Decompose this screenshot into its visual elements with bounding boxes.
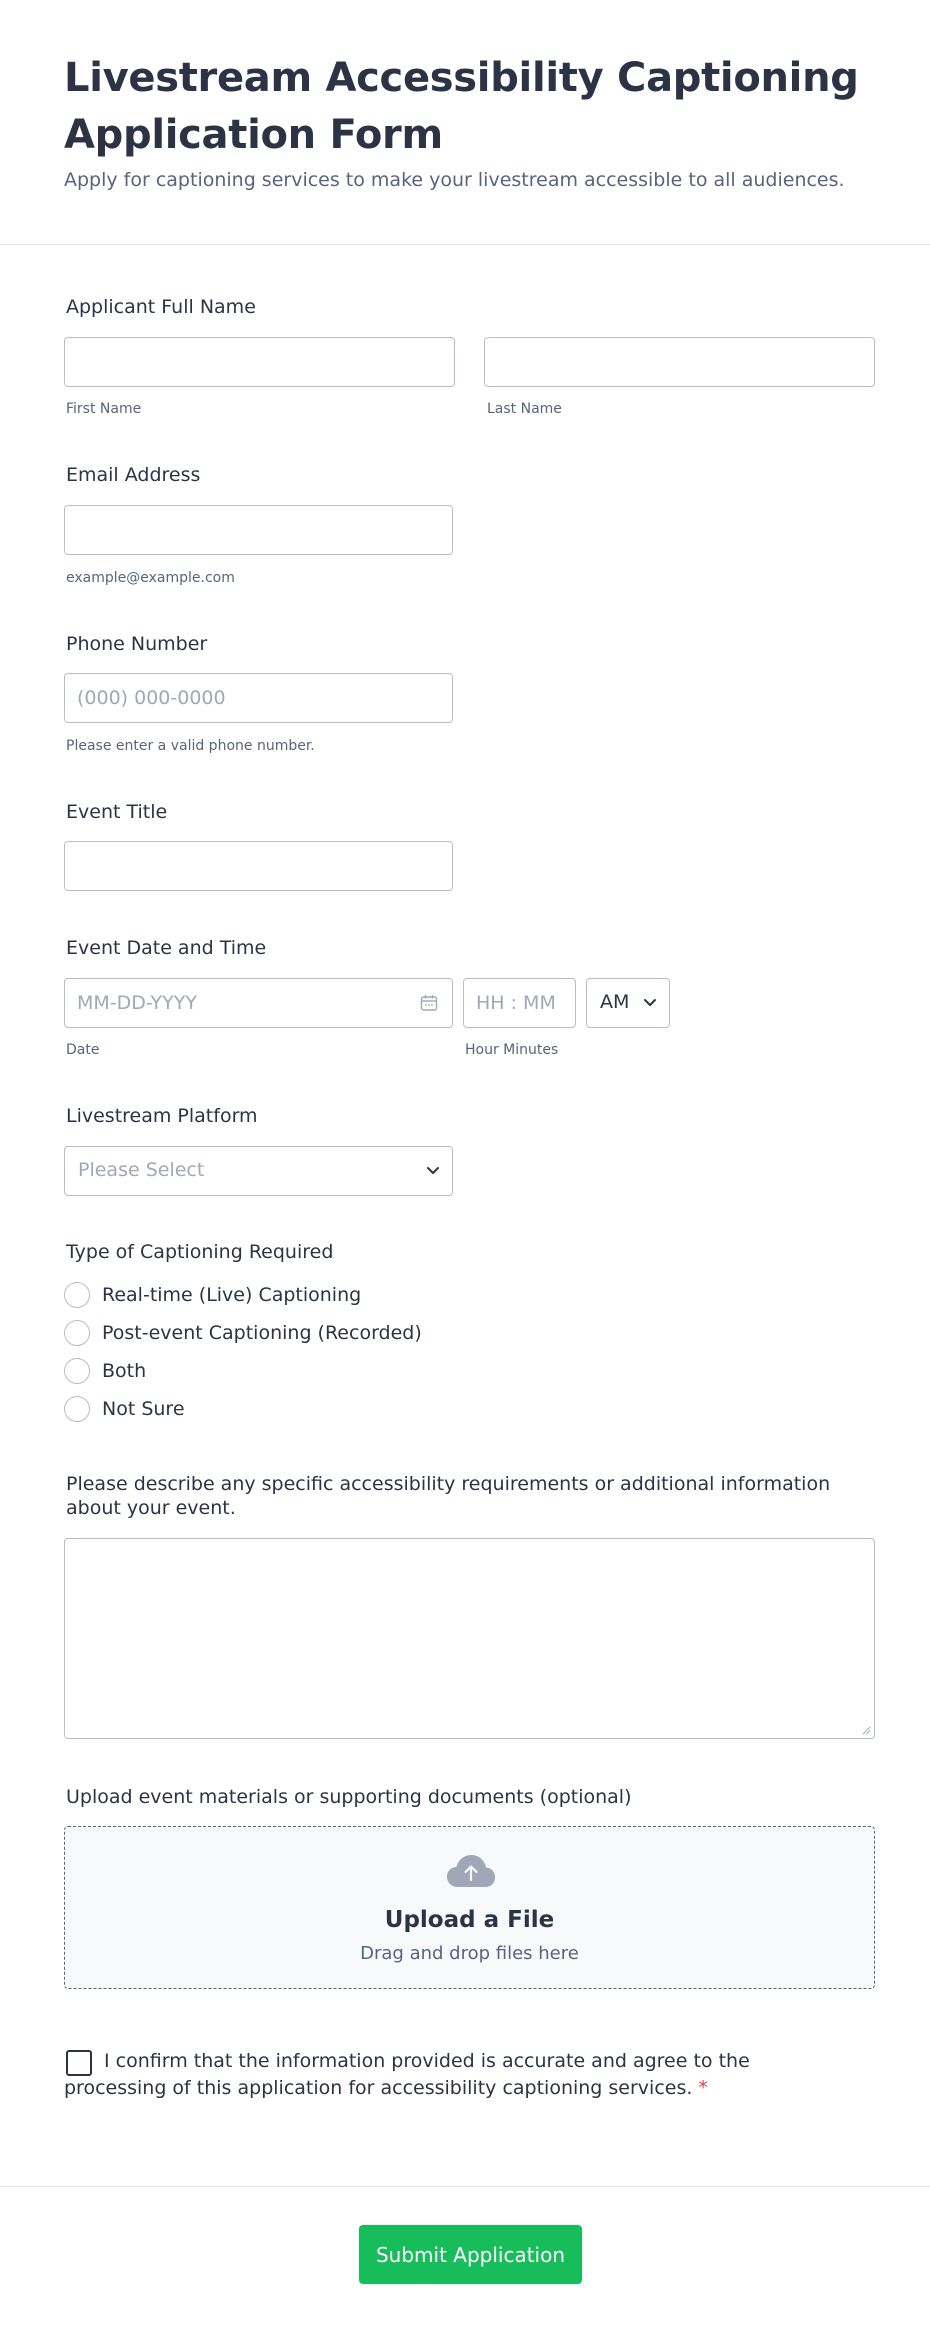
chevron-down-icon xyxy=(643,998,657,1008)
cloud-upload-icon xyxy=(446,1853,496,1889)
email-label: Email Address xyxy=(66,464,201,486)
full-name-label: Applicant Full Name xyxy=(66,296,256,318)
footer-divider xyxy=(0,2186,930,2187)
upload-title: Upload a File xyxy=(384,1907,555,1933)
chevron-down-icon xyxy=(426,1166,440,1176)
platform-select[interactable] xyxy=(64,1146,453,1196)
form-header xyxy=(0,0,930,245)
phone-label: Phone Number xyxy=(66,633,208,655)
file-upload-dropzone[interactable] xyxy=(64,1826,875,1989)
first-name-sublabel: First Name xyxy=(66,401,142,417)
radio-option-live[interactable] xyxy=(64,1281,361,1309)
ampm-select[interactable] xyxy=(586,978,670,1028)
date-field xyxy=(64,978,453,1028)
date-input[interactable] xyxy=(64,978,453,1028)
radio-button[interactable] xyxy=(64,1396,90,1422)
event-title-input[interactable] xyxy=(64,841,453,891)
form-title: Livestream Accessibility Captioning Application Form xyxy=(64,55,859,158)
radio-option-not-sure[interactable] xyxy=(64,1395,185,1423)
submit-button[interactable]: Submit Application xyxy=(359,2225,582,2284)
radio-button[interactable] xyxy=(64,1282,90,1308)
event-title-label: Event Title xyxy=(66,801,168,823)
form-subtitle: Apply for captioning services to make your livestream accessible to all audiences. xyxy=(64,169,845,191)
required-asterisk: * xyxy=(698,2077,708,2099)
time-input[interactable] xyxy=(463,978,576,1028)
first-name-input[interactable] xyxy=(64,337,455,387)
email-sublabel: example@example.com xyxy=(66,570,235,586)
date-sublabel: Date xyxy=(66,1042,100,1058)
radio-label: Post-event Captioning (Recorded) xyxy=(102,1322,422,1344)
last-name-sublabel: Last Name xyxy=(487,401,562,417)
consent-label: I confirm that the information provided is accurate and agree to the processing of this application for accessibility captioning services. xyxy=(64,2050,750,2099)
ampm-value: AM xyxy=(600,991,630,1013)
radio-label: Not Sure xyxy=(102,1398,185,1420)
radio-label: Real-time (Live) Captioning xyxy=(102,1284,362,1306)
consent-text xyxy=(64,2048,764,2102)
email-input[interactable] xyxy=(64,505,453,555)
time-sublabel: Hour Minutes xyxy=(465,1042,559,1058)
resize-handle-icon[interactable] xyxy=(861,1725,871,1735)
event-datetime-label: Event Date and Time xyxy=(66,937,267,959)
last-name-input[interactable] xyxy=(484,337,875,387)
phone-sublabel: Please enter a valid phone number. xyxy=(66,738,315,754)
radio-button[interactable] xyxy=(64,1358,90,1384)
radio-button[interactable] xyxy=(64,1320,90,1346)
radio-label: Both xyxy=(102,1360,147,1382)
upload-label: Upload event materials or supporting documents (optional) xyxy=(66,1786,632,1808)
calendar-icon[interactable] xyxy=(419,993,439,1013)
platform-label: Livestream Platform xyxy=(66,1105,258,1127)
phone-input[interactable] xyxy=(64,673,453,723)
platform-selected-value: Please Select xyxy=(78,1159,205,1181)
details-label: Please describe any specific accessibility requirements or additional information about your event. xyxy=(66,1473,831,1519)
radio-option-both[interactable] xyxy=(64,1357,146,1385)
radio-option-recorded[interactable] xyxy=(64,1319,422,1347)
details-textarea[interactable] xyxy=(64,1538,875,1739)
upload-subtitle: Drag and drop files here xyxy=(360,1943,579,1964)
captioning-type-label: Type of Captioning Required xyxy=(66,1241,334,1263)
